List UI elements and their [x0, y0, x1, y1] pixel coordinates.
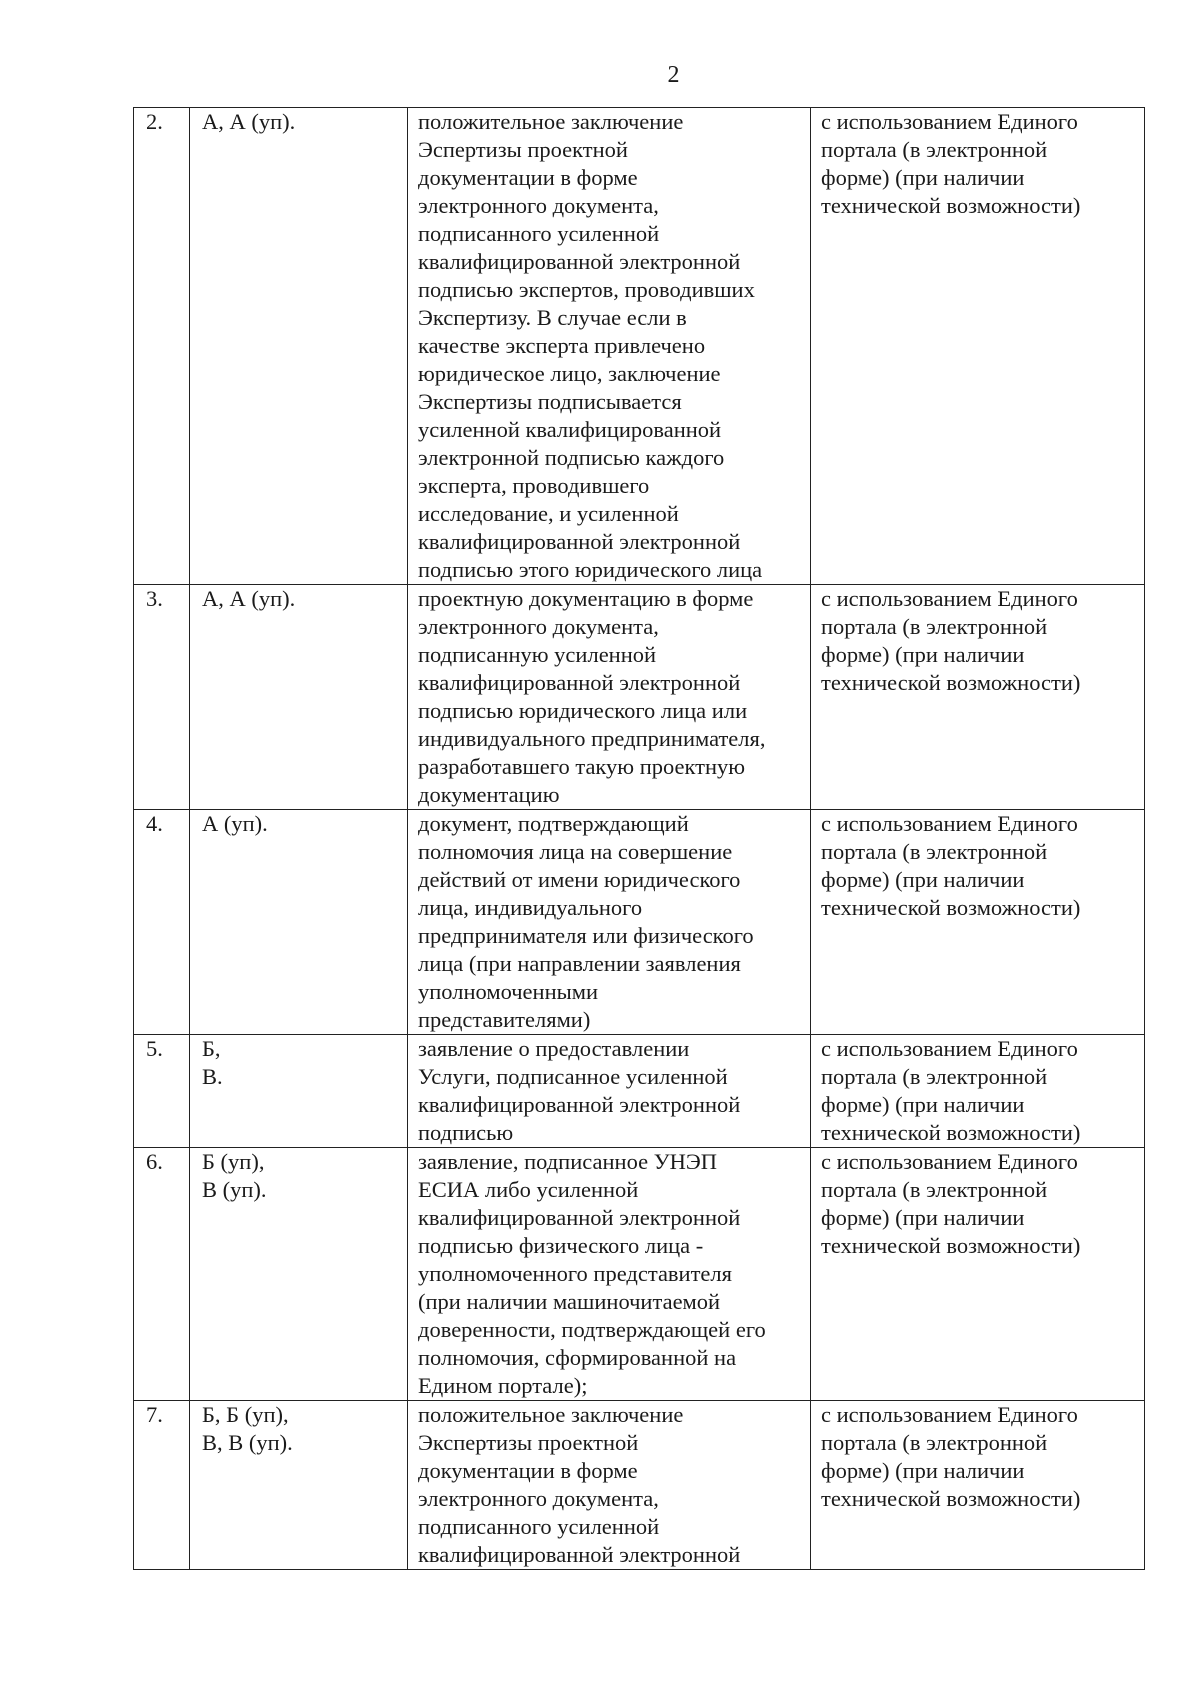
document-description-line: Экспертизы подписывается	[418, 389, 682, 414]
submission-method-line: технической возможности)	[821, 895, 1081, 920]
document-description-line: индивидуального предпринимателя,	[418, 726, 766, 751]
document-description-line: уполномоченными	[418, 979, 599, 1004]
submission-method-line: форме) (при наличии	[821, 642, 1025, 667]
submission-method-line: портала (в электронной	[821, 137, 1048, 162]
submission-method-line: технической возможности)	[821, 193, 1081, 218]
document-description-line: заявление, подписанное УНЭП	[418, 1149, 718, 1174]
document-description-line: представителями)	[418, 1007, 591, 1032]
table-row	[134, 1035, 1145, 1148]
document-description-line: качестве эксперта привлечено	[418, 333, 706, 358]
applicant-codes-line: В (уп).	[202, 1177, 267, 1202]
document-description-line: Услуги, подписанное усиленной	[418, 1064, 728, 1089]
document-description-line: проектную документацию в форме	[418, 586, 754, 611]
submission-method-line: форме) (при наличии	[821, 165, 1025, 190]
document-description-line: подписанного усиленной	[418, 1514, 660, 1539]
document-description-line: заявление о предоставлении	[418, 1036, 690, 1061]
document-description-line: подписью этого юридического лица	[418, 557, 763, 582]
submission-method-line: форме) (при наличии	[821, 1205, 1025, 1230]
document-description-line: подписью	[418, 1120, 514, 1145]
submission-method-line: технической возможности)	[821, 1233, 1081, 1258]
applicant-codes-line: А, А (уп).	[202, 109, 296, 134]
document-description-line: подписанную усиленной	[418, 642, 657, 667]
document-description-line: документации в форме	[418, 1458, 638, 1483]
applicant-codes-line: Б, Б (уп),	[202, 1402, 289, 1427]
document-description-line: разработавшего такую проектную	[418, 754, 746, 779]
document-description	[408, 1035, 811, 1148]
document-description-line: квалифицированной электронной	[418, 249, 741, 274]
document-description-line: доверенности, подтверждающей его	[418, 1317, 766, 1342]
applicant-codes	[190, 810, 408, 1035]
row-number: 3.	[134, 585, 190, 810]
row-number: 5.	[134, 1035, 190, 1148]
document-description-line: квалифицированной электронной	[418, 1205, 741, 1230]
submission-method-line: форме) (при наличии	[821, 1092, 1025, 1117]
document-description-line: электронного документа,	[418, 614, 659, 639]
document-description-line: Эспертизы проектной	[418, 137, 628, 162]
submission-method-line: с использованием Единого	[821, 811, 1078, 836]
submission-method-line: портала (в электронной	[821, 1430, 1048, 1455]
document-description-line: подписью физического лица -	[418, 1233, 704, 1258]
document-description-line: положительное заключение	[418, 109, 684, 134]
applicant-codes-line: В.	[202, 1064, 223, 1089]
submission-method-line: портала (в электронной	[821, 1064, 1048, 1089]
document-description-line: положительное заключение	[418, 1402, 684, 1427]
submission-method-line: с использованием Единого	[821, 1402, 1078, 1427]
documents-table	[133, 107, 1145, 1570]
document-description-line: электронного документа,	[418, 193, 659, 218]
document-description-line: усиленной квалифицированной	[418, 417, 722, 442]
submission-method-line: с использованием Единого	[821, 1036, 1078, 1061]
applicant-codes-line: В, В (уп).	[202, 1430, 293, 1455]
document-description-line: действий от имени юридического	[418, 867, 741, 892]
document-description-line: эксперта, проводившего	[418, 473, 650, 498]
applicant-codes	[190, 1035, 408, 1148]
document-description-line: лица, индивидуального	[418, 895, 643, 920]
row-number: 7.	[134, 1401, 190, 1570]
applicant-codes-line: Б,	[202, 1036, 221, 1061]
document-description-line: квалифицированной электронной	[418, 1542, 741, 1567]
document-description-line: полномочия лица на совершение	[418, 839, 733, 864]
applicant-codes-line: Б (уп),	[202, 1149, 265, 1174]
applicant-codes-line: А, А (уп).	[202, 586, 296, 611]
document-description-line: электронного документа,	[418, 1486, 659, 1511]
row-number: 2.	[134, 108, 190, 585]
submission-method-line: портала (в электронной	[821, 1177, 1048, 1202]
submission-method-line: технической возможности)	[821, 670, 1081, 695]
document-description-line: квалифицированной электронной	[418, 670, 741, 695]
document-description-line: уполномоченного представителя	[418, 1261, 732, 1286]
document-description-line: предпринимателя или физического	[418, 923, 754, 948]
submission-method-line: с использованием Единого	[821, 586, 1078, 611]
submission-method-line: портала (в электронной	[821, 839, 1048, 864]
document-description-line: электронной подписью каждого	[418, 445, 725, 470]
document-description-line: подписью юридического лица или	[418, 698, 748, 723]
document-description-line: подписью экспертов, проводивших	[418, 277, 755, 302]
document-description-line: исследование, и усиленной	[418, 501, 679, 526]
submission-method	[811, 1148, 1145, 1401]
document-description-line: (при наличии машиночитаемой	[418, 1289, 721, 1314]
document-description-line: Экспертизы проектной	[418, 1430, 639, 1455]
document-description	[408, 810, 811, 1035]
submission-method-line: с использованием Единого	[821, 1149, 1078, 1174]
document-description	[408, 1148, 811, 1401]
document-description-line: документации в форме	[418, 165, 638, 190]
applicant-codes	[190, 1148, 408, 1401]
document-description-line: Экспертизу. В случае если в	[418, 305, 687, 330]
submission-method	[811, 108, 1145, 585]
document-description-line: ЕСИА либо усиленной	[418, 1177, 639, 1202]
table-row	[134, 1148, 1145, 1401]
applicant-codes	[190, 108, 408, 585]
submission-method-line: портала (в электронной	[821, 614, 1048, 639]
applicant-codes	[190, 585, 408, 810]
document-description-line: документацию	[418, 782, 560, 807]
submission-method	[811, 1401, 1145, 1570]
document-description	[408, 108, 811, 585]
submission-method	[811, 810, 1145, 1035]
document-description-line: квалифицированной электронной	[418, 529, 741, 554]
document-description-line: лица (при направлении заявления	[418, 951, 741, 976]
document-description-line: квалифицированной электронной	[418, 1092, 741, 1117]
document-description-line: полномочия, сформированной на	[418, 1345, 737, 1370]
submission-method-line: форме) (при наличии	[821, 1458, 1025, 1483]
document-description	[408, 585, 811, 810]
table-body	[134, 108, 1145, 1570]
submission-method	[811, 585, 1145, 810]
submission-method-line: форме) (при наличии	[821, 867, 1025, 892]
document-description-line: юридическое лицо, заключение	[418, 361, 721, 386]
submission-method-line: с использованием Единого	[821, 109, 1078, 134]
applicant-codes	[190, 1401, 408, 1570]
applicant-codes-line: А (уп).	[202, 811, 268, 836]
submission-method-line: технической возможности)	[821, 1120, 1081, 1145]
document-description-line: Едином портале);	[418, 1373, 588, 1398]
document-description-line: документ, подтверждающий	[418, 811, 689, 836]
table-row	[134, 810, 1145, 1035]
document-description-line: подписанного усиленной	[418, 221, 660, 246]
submission-method-line: технической возможности)	[821, 1486, 1081, 1511]
table-row	[134, 1401, 1145, 1570]
submission-method	[811, 1035, 1145, 1148]
table-row	[134, 585, 1145, 810]
table-row	[134, 108, 1145, 585]
row-number: 4.	[134, 810, 190, 1035]
row-number: 6.	[134, 1148, 190, 1401]
document-description	[408, 1401, 811, 1570]
page-number: 2	[667, 62, 680, 88]
